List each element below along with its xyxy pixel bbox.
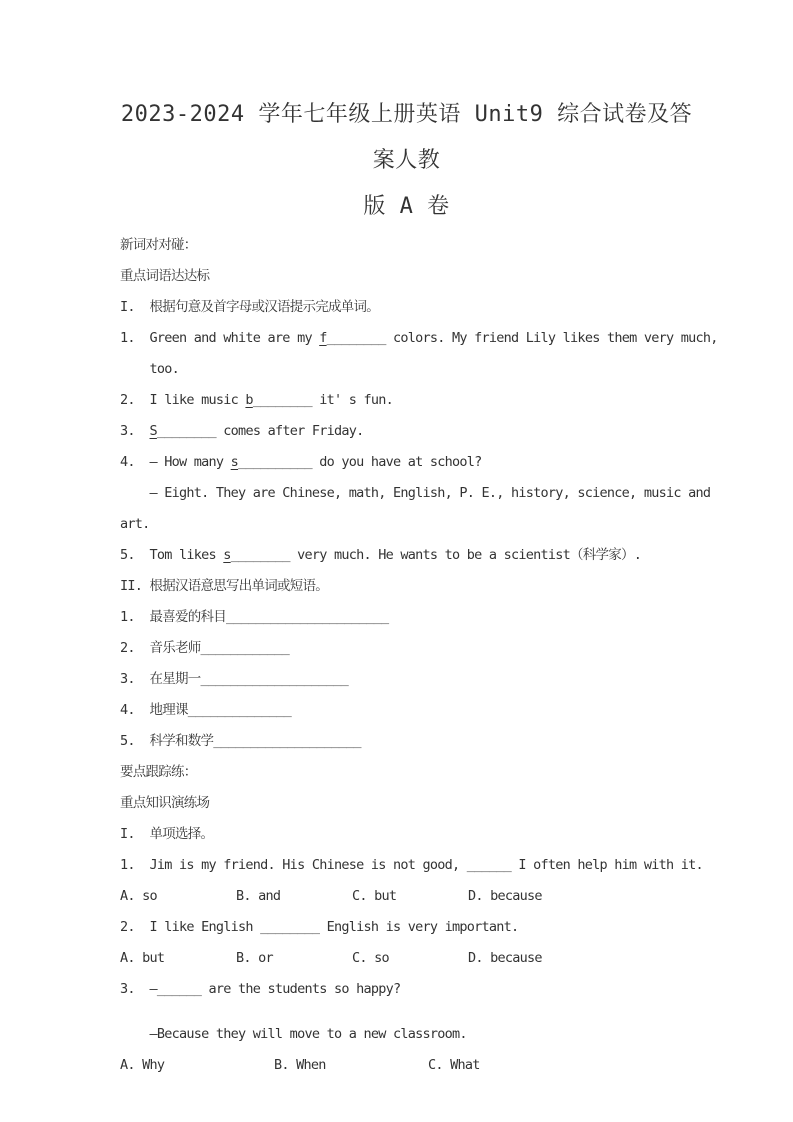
title-line-2: 版 A 卷	[363, 194, 450, 219]
line-section1-heading: I. 根据句意及首字母或汉语提示完成单词。	[120, 299, 380, 315]
line-s1-q4b: — Eight. They are Chinese, math, English, P. E., history, science, music and	[120, 485, 711, 501]
page-title	[120, 92, 693, 230]
line-practice-header: 要点跟踪练：	[120, 764, 197, 780]
line-s3-q1-options-item: B. and	[236, 888, 281, 904]
line-s2-q3: 3. 在星期一____________________	[120, 671, 349, 687]
blank-first-letter: b	[245, 392, 253, 408]
text-segment: ________ very much. He wants to be a scientist（科学家）.	[230, 547, 642, 563]
title-line-1: 2023-2024 学年七年级上册英语 Unit9 综合试卷及答案人教	[120, 102, 693, 173]
line-s3-q1-options-item: C. but	[352, 888, 397, 904]
text-segment: __________ do you have at school?	[238, 454, 482, 470]
line-s3-q1: 1. Jim is my friend. His Chinese is not good, ______ I often help him with it.	[120, 857, 703, 873]
blank-first-letter: S	[149, 423, 157, 439]
line-section3-heading: I. 单项选择。	[120, 826, 214, 842]
text-segment: 2. I like music	[120, 392, 246, 408]
line-s1-q2	[120, 385, 693, 416]
line-s1-q4a	[120, 447, 693, 478]
line-s3-q1-options	[120, 881, 693, 912]
line-s3-q3-options-item: C. What	[428, 1057, 480, 1073]
line-s1-q4c: art.	[120, 516, 150, 532]
line-s3-q3b: —Because they will move to a new classroom.	[120, 1026, 467, 1042]
line-s1-q1a	[120, 323, 718, 354]
text-segment: 1. Green and white are my	[120, 330, 320, 346]
line-s3-q2-options	[120, 943, 693, 974]
text-segment: 5. Tom likes	[120, 547, 224, 563]
line-vocab-subheader: 重点词语达达标	[120, 268, 210, 284]
text-segment: 3.	[120, 423, 150, 439]
line-s3-q2: 2. I like English ________ English is very important.	[120, 919, 519, 935]
blank-first-letter: f	[319, 330, 327, 346]
line-s3-q2-options-item: D. because	[468, 950, 542, 966]
text-segment: ________ comes after Friday.	[156, 423, 364, 439]
line-s3-q3-options	[120, 1050, 693, 1081]
document-body	[120, 230, 718, 1081]
line-s3-q2-options-item: B. or	[236, 950, 273, 966]
line-s1-q1b: too.	[120, 361, 180, 377]
line-s2-q5: 5. 科学和数学____________________	[120, 733, 361, 749]
line-section2-heading: II. 根据汉语意思写出单词或短语。	[120, 578, 329, 594]
line-s3-q1-options-item: A. so	[120, 888, 157, 904]
text-segment: ________ colors. My friend Lily likes them very much,	[326, 330, 718, 346]
line-s3-q3a: 3. —______ are the students so happy?	[120, 981, 401, 997]
line-s3-q1-options-item: D. because	[468, 888, 542, 904]
line-s3-q2-options-item: C. so	[352, 950, 389, 966]
line-vocab-header: 新词对对碰：	[120, 237, 197, 253]
blank-first-letter: s	[230, 454, 239, 470]
text-segment: 4. — How many	[120, 454, 231, 470]
line-s2-q1: 1. 最喜爱的科目______________________	[120, 609, 389, 625]
blank-first-letter: s	[223, 547, 231, 563]
line-s3-q3-options-item: B. When	[274, 1057, 326, 1073]
line-s1-q3	[120, 416, 693, 447]
line-s2-q2: 2. 音乐老师____________	[120, 640, 290, 656]
line-s3-q2-options-item: A. but	[120, 950, 165, 966]
line-s2-q4: 4. 地理课______________	[120, 702, 292, 718]
text-segment: ________ it' s fun.	[252, 392, 393, 408]
line-s1-q5	[120, 540, 693, 571]
line-s3-q3-options-item: A. Why	[120, 1057, 165, 1073]
line-practice-subheader: 重点知识演练场	[120, 795, 210, 811]
